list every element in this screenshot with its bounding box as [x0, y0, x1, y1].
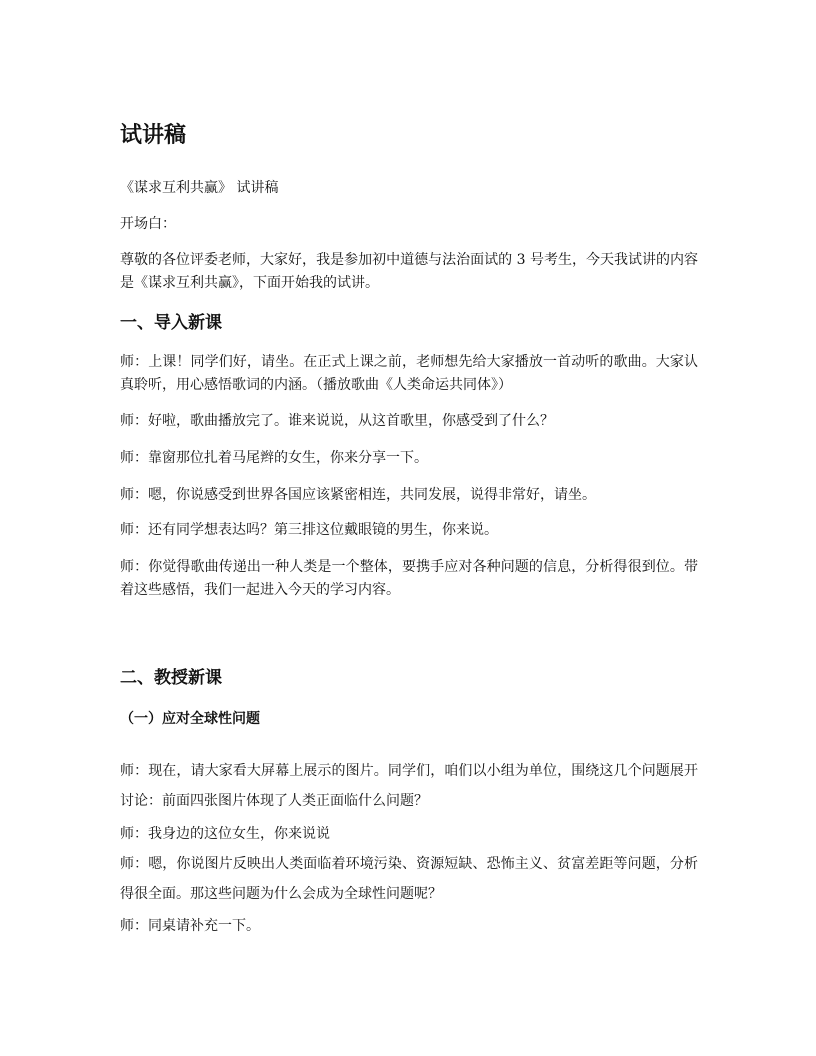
document-title: 试讲稿 [120, 123, 187, 148]
section-1-paragraph: 师：你觉得歌曲传递出一种人类是一个整体，要携手应对各种问题的信息，分析得很到位。带着这些感悟，我们一起进入今天的学习内容。 [120, 559, 698, 598]
section-1-paragraph: 师：还有同学想表达吗？第三排这位戴眼镜的男生，你来说。 [120, 522, 498, 538]
section-2-paragraph: 师：嗯，你说图片反映出人类面临着环境污染、资源短缺、恐怖主义、贫富差距等问题，分析得很全面。那这些问题为什么会成为全球性问题呢？ [120, 856, 698, 902]
opening-label: 开场白： [120, 216, 176, 232]
section-2-subheading: （一）应对全球性问题 [120, 711, 260, 727]
section-1-paragraph: 师：好啦，歌曲播放完了。谁来说说，从这首歌里，你感受到了什么？ [120, 413, 554, 429]
section-2-heading: 二、教授新课 [120, 668, 222, 688]
section-2-paragraph: 师：同桌请补充一下。 [120, 918, 260, 934]
section-2-paragraph: 师：现在，请大家看大屏幕上展示的图片。同学们，咱们以小组为单位，围绕这几个问题展开讨论：前面四张图片体现了人类正面临什么问题？ [120, 763, 698, 809]
document-subtitle: 《谋求互利共赢》 试讲稿 [120, 180, 279, 196]
section-1-paragraph: 师：上课！同学们好，请坐。在正式上课之前，老师想先给大家播放一首动听的歌曲。大家认真聆听，用心感悟歌词的内涵。（播放歌曲《人类命运共同体》） [120, 354, 698, 393]
section-2-paragraph: 师：我身边的这位女生，你来说说 [120, 826, 330, 842]
section-1-heading: 一、导入新课 [120, 313, 222, 333]
section-1-paragraph: 师：嗯，你说感受到世界各国应该紧密相连，共同发展，说得非常好，请坐。 [120, 487, 596, 503]
section-1-paragraph: 师：靠窗那位扎着马尾辫的女生，你来分享一下。 [120, 450, 428, 466]
opening-text: 尊敬的各位评委老师，大家好，我是参加初中道德与法治面试的 3 号考生，今天我试讲的内容是《谋求互利共赢》，下面开始我的试讲。 [120, 252, 698, 291]
